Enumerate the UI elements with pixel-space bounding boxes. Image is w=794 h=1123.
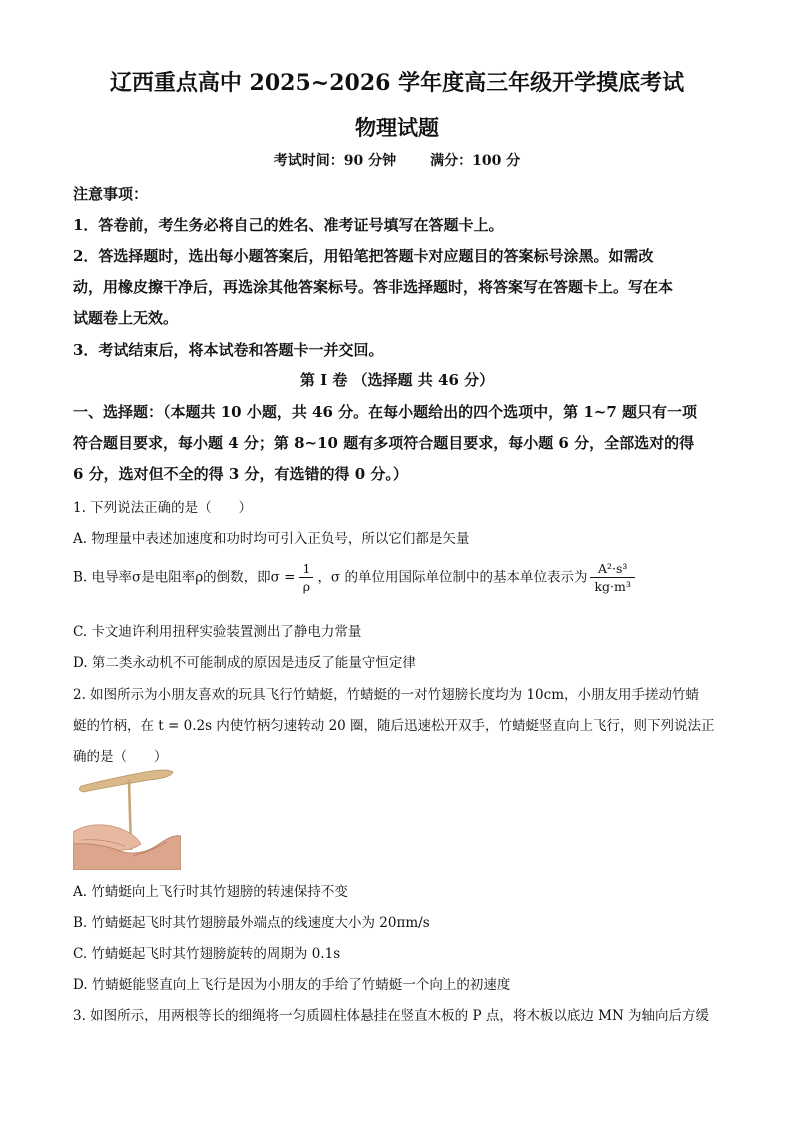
question-1-option-c: C. 卡文迪许利用扭秤实验装置测出了静电力常量	[73, 624, 362, 640]
question-1-option-b	[73, 560, 635, 596]
question-2-option-d: D. 竹蜻蜓能竖直向上飞行是因为小朋友的手给了竹蜻蜓一个向上的初速度	[73, 977, 511, 993]
question-3-stem: 3. 如图所示，用两根等长的细绳将一匀质圆柱体悬挂在竖直木板的 P 点，将木板以底边 MN 为轴向后方缓	[73, 1008, 710, 1024]
option-b-text-middle: ，σ 的单位用国际单位制中的基本单位表示为	[317, 569, 588, 586]
exam-info	[0, 150, 794, 170]
fraction-denominator: ρ	[302, 579, 311, 594]
note-3: 3．考试结束后，将本试卷和答题卡一并交回。	[73, 341, 384, 359]
question-2-option-c: C. 竹蜻蜓起飞时其竹翅膀旋转的周期为 0.1s	[73, 946, 341, 962]
question-2-stem-line-1: 2. 如图所示为小朋友喜欢的玩具飞行竹蜻蜓，竹蜻蜓的一对竹翅膀长度均为 10cm，小朋友用手搓动竹蜻	[73, 687, 700, 703]
question-1-stem: 1. 下列说法正确的是（ ）	[73, 500, 253, 516]
question-2-stem-line-2: 蜓的竹柄，在 t = 0.2s 内使竹柄匀速转动 20 圈，随后迅速松开双手，竹蜻蜓竖直向上飞行，则下列说法正	[73, 718, 715, 734]
question-2-stem-line-3: 确的是（ ）	[73, 749, 168, 765]
unit-denominator: kg·m³	[594, 579, 631, 594]
sigma-fraction	[299, 561, 313, 595]
exam-score: 满分：100 分	[430, 153, 521, 169]
note-1: 1．答卷前，考生务必将自己的姓名、准考证号填写在答题卡上。	[73, 216, 504, 234]
exam-time: 考试时间：90 分钟	[273, 153, 397, 169]
section-title: 第 I 卷 （选择题 共 46 分）	[299, 371, 495, 389]
question-1-option-a: A. 物理量中表述加速度和功时均可引入正负号，所以它们都是矢量	[73, 531, 470, 547]
notes-heading: 注意事项：	[73, 185, 149, 203]
option-b-text-start: B. 电导率σ是电阻率ρ的倒数，即σ =	[73, 569, 296, 586]
note-2-line-1: 2．答选择题时，选出每小题答案后，用铅笔把答题卡对应题目的答案标号涂黑。如需改	[73, 247, 654, 265]
question-2-option-b: B. 竹蜻蜓起飞时其竹翅膀最外端点的线速度大小为 20πm/s	[73, 915, 430, 931]
note-2-line-2: 动，用橡皮擦干净后，再选涂其他答案标号。答非选择题时，将答案写在答题卡上。写在本	[73, 278, 674, 296]
exam-subject: 物理试题	[355, 115, 439, 140]
question-2-option-a: A. 竹蜻蜓向上飞行时其竹翅膀的转速保持不变	[73, 884, 348, 900]
unit-numerator: A²·s³	[590, 560, 634, 578]
note-2-line-3: 试题卷上无效。	[73, 309, 179, 327]
section-intro-line-3: 6 分，选对但不全的得 3 分，有选错的得 0 分。）	[73, 465, 408, 483]
section-intro-line-2: 符合题目要求，每小题 4 分；第 8~10 题有多项符合题目要求，每小题 6 分，全部选对的得	[73, 434, 695, 452]
question-1-option-d: D. 第二类永动机不可能制成的原因是违反了能量守恒定律	[73, 655, 416, 671]
bamboo-dragonfly-photo	[73, 768, 181, 870]
section-intro-line-1: 一、选择题：（本题共 10 小题，共 46 分。在每小题给出的四个选项中，第 1~7 题只有一项	[73, 403, 698, 421]
fraction-numerator: 1	[299, 561, 313, 578]
unit-fraction	[590, 560, 634, 596]
exam-title: 辽西重点高中 2025~2026 学年度高三年级开学摸底考试	[109, 70, 685, 96]
